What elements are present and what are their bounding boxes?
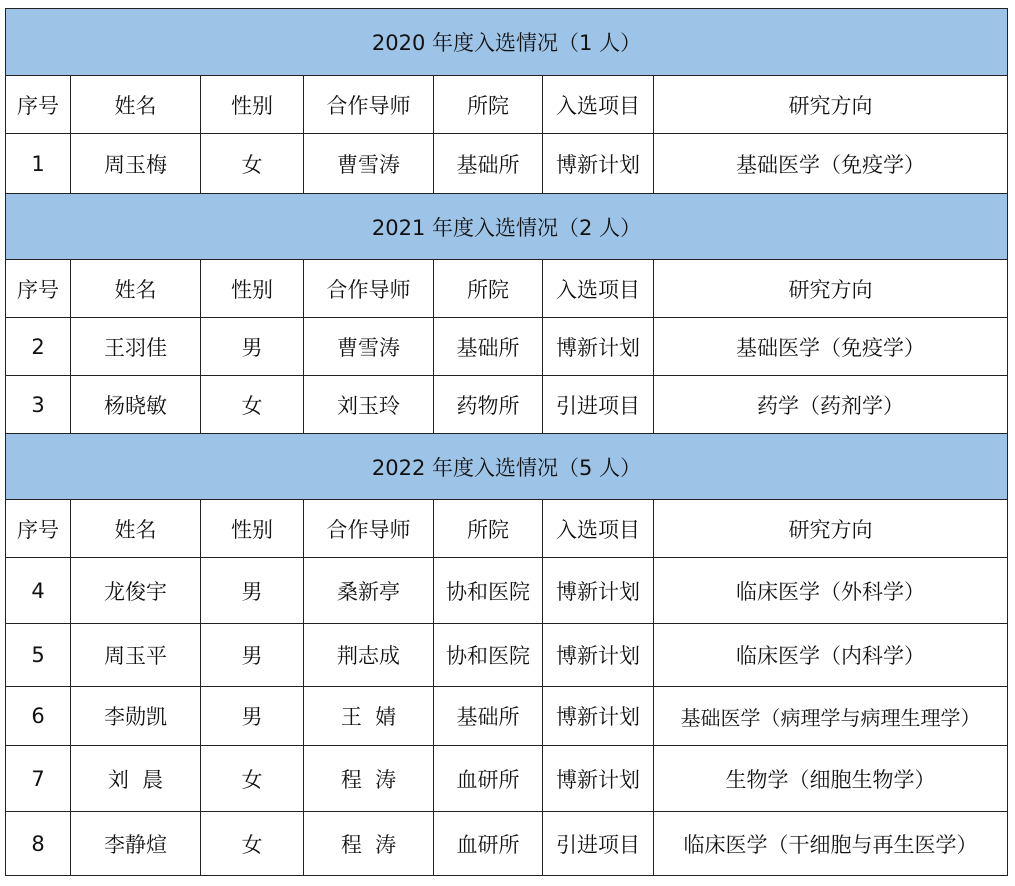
cell-name: 周玉平 (71, 624, 201, 687)
cell-institute: 血研所 (434, 746, 543, 812)
cell-supervisor: 程 涛 (304, 746, 434, 812)
cell-index: 6 (6, 687, 71, 746)
cell-gender: 男 (201, 318, 304, 376)
cell-name: 李勋凯 (71, 687, 201, 746)
header-cell: 研究方向 (654, 76, 1008, 134)
header-cell: 研究方向 (654, 500, 1008, 558)
header-cell: 性别 (201, 260, 304, 318)
cell-supervisor: 荆志成 (304, 624, 434, 687)
header-cell: 所院 (434, 76, 543, 134)
header-cell: 入选项目 (543, 500, 654, 558)
cell-research: 基础医学（免疫学） (654, 134, 1008, 194)
cell-gender: 男 (201, 558, 304, 624)
section-header-2020 (6, 9, 1008, 76)
cell-name: 李静煊 (71, 812, 201, 876)
cell-institute: 基础所 (434, 687, 543, 746)
section-title: 2020 年度入选情况（1 人） (6, 9, 1008, 76)
cell-program: 博新计划 (543, 318, 654, 376)
cell-gender: 男 (201, 624, 304, 687)
cell-institute: 基础所 (434, 134, 543, 194)
cell-institute: 基础所 (434, 318, 543, 376)
header-cell: 所院 (434, 260, 543, 318)
header-cell: 序号 (6, 260, 71, 318)
cell-program: 引进项目 (543, 376, 654, 434)
column-header-row (6, 76, 1008, 134)
cell-gender: 男 (201, 687, 304, 746)
cell-supervisor: 程 涛 (304, 812, 434, 876)
cell-gender: 女 (201, 134, 304, 194)
header-cell: 性别 (201, 76, 304, 134)
cell-research: 基础医学（病理学与病理生理学） (654, 687, 1008, 746)
header-cell: 序号 (6, 76, 71, 134)
cell-research: 生物学（细胞生物学） (654, 746, 1008, 812)
cell-index: 4 (6, 558, 71, 624)
cell-supervisor: 曹雪涛 (304, 134, 434, 194)
header-cell: 所院 (434, 500, 543, 558)
cell-research: 药学（药剂学） (654, 376, 1008, 434)
header-cell: 姓名 (71, 500, 201, 558)
cell-program: 博新计划 (543, 134, 654, 194)
cell-institute: 药物所 (434, 376, 543, 434)
section-header-2021 (6, 194, 1008, 260)
table-row (6, 134, 1008, 194)
cell-program: 引进项目 (543, 812, 654, 876)
cell-supervisor: 刘玉玲 (304, 376, 434, 434)
cell-institute: 协和医院 (434, 624, 543, 687)
cell-program: 博新计划 (543, 687, 654, 746)
cell-name: 龙俊宇 (71, 558, 201, 624)
table-row (6, 624, 1008, 687)
cell-index: 3 (6, 376, 71, 434)
cell-name: 刘 晨 (71, 746, 201, 812)
header-cell: 合作导师 (304, 260, 434, 318)
header-cell: 姓名 (71, 260, 201, 318)
cell-supervisor: 王 婧 (304, 687, 434, 746)
table-row (6, 558, 1008, 624)
header-cell: 性别 (201, 500, 304, 558)
cell-gender: 女 (201, 376, 304, 434)
cell-index: 1 (6, 134, 71, 194)
column-header-row (6, 500, 1008, 558)
selection-table (5, 8, 1008, 876)
header-cell: 合作导师 (304, 500, 434, 558)
cell-gender: 女 (201, 812, 304, 876)
cell-index: 7 (6, 746, 71, 812)
cell-gender: 女 (201, 746, 304, 812)
cell-program: 博新计划 (543, 558, 654, 624)
cell-program: 博新计划 (543, 624, 654, 687)
cell-institute: 血研所 (434, 812, 543, 876)
table-row (6, 746, 1008, 812)
table-row (6, 318, 1008, 376)
cell-research: 临床医学（内科学） (654, 624, 1008, 687)
cell-supervisor: 曹雪涛 (304, 318, 434, 376)
cell-program: 博新计划 (543, 746, 654, 812)
table-row (6, 812, 1008, 876)
cell-index: 5 (6, 624, 71, 687)
table-row (6, 687, 1008, 746)
cell-name: 王羽佳 (71, 318, 201, 376)
cell-index: 2 (6, 318, 71, 376)
section-header-2022 (6, 434, 1008, 500)
column-header-row (6, 260, 1008, 318)
header-cell: 研究方向 (654, 260, 1008, 318)
header-cell: 入选项目 (543, 260, 654, 318)
cell-name: 周玉梅 (71, 134, 201, 194)
cell-index: 8 (6, 812, 71, 876)
table-row (6, 376, 1008, 434)
cell-name: 杨晓敏 (71, 376, 201, 434)
cell-research: 基础医学（免疫学） (654, 318, 1008, 376)
cell-research: 临床医学（外科学） (654, 558, 1008, 624)
section-title: 2021 年度入选情况（2 人） (6, 194, 1008, 260)
header-cell: 姓名 (71, 76, 201, 134)
section-title: 2022 年度入选情况（5 人） (6, 434, 1008, 500)
cell-supervisor: 桑新亭 (304, 558, 434, 624)
header-cell: 合作导师 (304, 76, 434, 134)
cell-research: 临床医学（干细胞与再生医学） (654, 812, 1008, 876)
header-cell: 序号 (6, 500, 71, 558)
header-cell: 入选项目 (543, 76, 654, 134)
cell-institute: 协和医院 (434, 558, 543, 624)
